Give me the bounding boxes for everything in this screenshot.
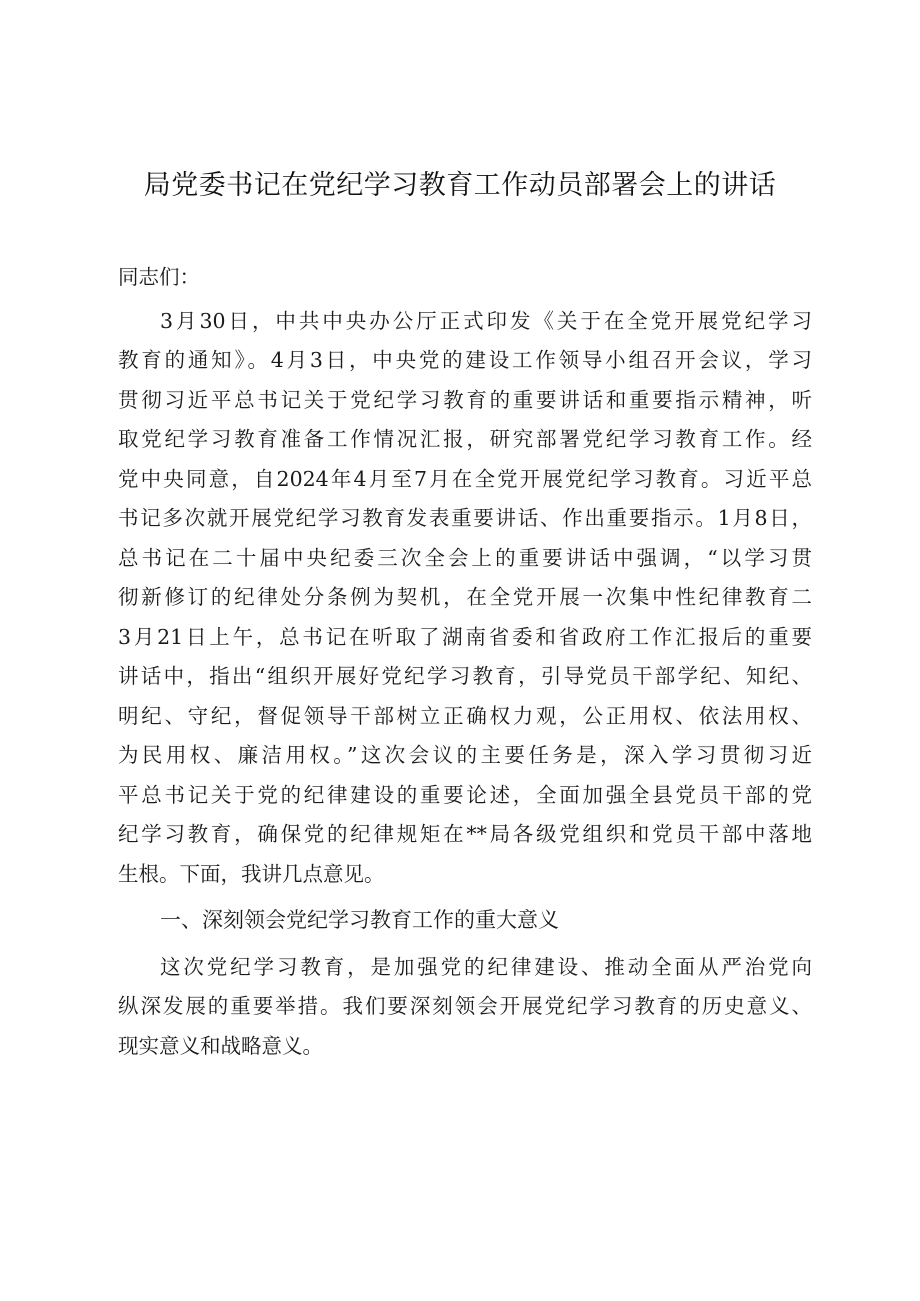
paragraph-2: [118, 948, 812, 1067]
greeting: 同志们：: [118, 265, 200, 289]
section-heading: 一、深刻领会党纪学习教育工作的重大意义: [160, 908, 559, 932]
paragraph-line: 明纪、守纪，督促领导干部树立正确权力观，公正用权、依法用权、: [118, 703, 812, 728]
paragraph-line: 贯彻习近平总书记关于党纪学习教育的重要讲话和重要指示精神，听: [118, 387, 812, 412]
paragraph-line: 3月21日上午，总书记在听取了湖南省委和省政府工作汇报后的重要: [118, 624, 812, 649]
paragraph-line: 为民用权、廉洁用权。”这次会议的主要任务是，深入学习贯彻习近: [118, 743, 812, 767]
paragraph-1: [118, 302, 812, 895]
paragraph-line: 总书记在二十届中央纪委三次全会上的重要讲话中强调，“以学习贯: [118, 545, 812, 570]
paragraph-line: 3月30日，中共中央办公厅正式印发《关于在全党开展党纪学习: [160, 308, 812, 333]
paragraph-line: 讲话中，指出“组织开展好党纪学习教育，引导党员干部学纪、知纪、: [118, 664, 812, 688]
paragraph-line: 书记多次就开展党纪学习教育发表重要讲话、作出重要指示。1月8日，: [118, 506, 812, 530]
paragraph-line: 平总书记关于党的纪律建设的重要论述，全面加强全县党员干部的党: [118, 782, 812, 807]
paragraph-line: 教育的通知》。4月3日，中央党的建设工作领导小组召开会议，学习: [118, 348, 812, 372]
paragraph-line: 彻新修订的纪律处分条例为契机，在全党开展一次集中性纪律教育二: [118, 585, 812, 609]
document-body: [118, 258, 812, 1066]
paragraph-line: 取党纪学习教育准备工作情况汇报，研究部署党纪学习教育工作。经: [118, 427, 812, 451]
paragraph-line: 纵深发展的重要举措。我们要深刻领会开展党纪学习教育的历史意义、: [118, 994, 812, 1018]
document-title: 局党委书记在党纪学习教育工作动员部署会上的讲话: [143, 170, 777, 201]
paragraph-line: 这次党纪学习教育，是加强党的纪律建设、推动全面从严治党向: [160, 954, 812, 979]
paragraph-line: 现实意义和战略意义。: [118, 1033, 323, 1058]
paragraph-line: 纪学习教育，确保党的纪律规矩在**局各级党组织和党员干部中落地: [118, 822, 812, 846]
paragraph-line: 党中央同意，自2024年4月至7月在全党开展党纪学习教育。习近平总: [118, 466, 812, 491]
paragraph-line: 生根。下面，我讲几点意见。: [118, 861, 385, 886]
